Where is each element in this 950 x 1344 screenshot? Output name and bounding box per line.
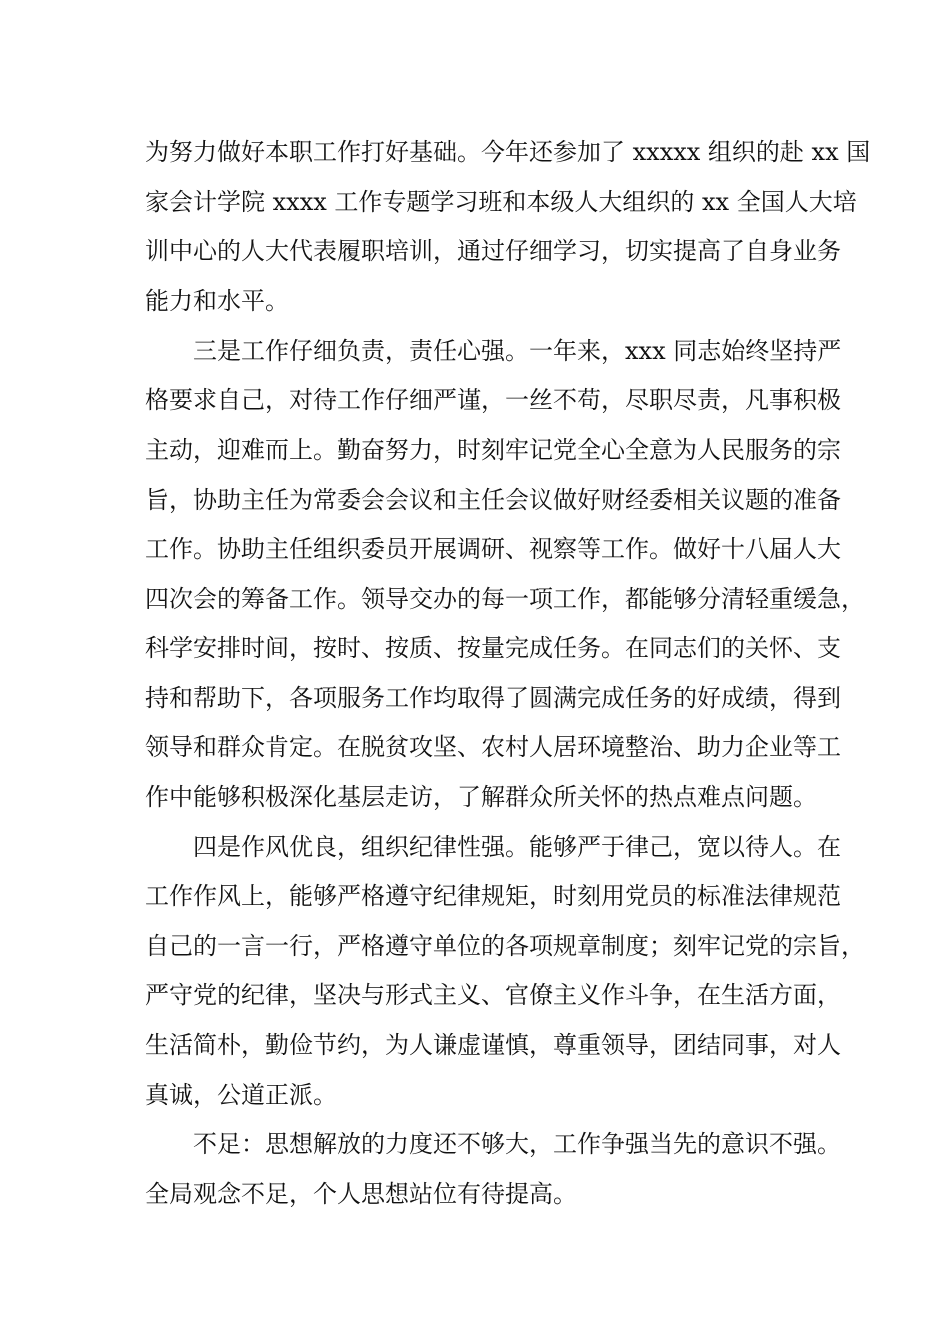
text-line: 旨，协助主任为常委会会议和主任会议做好财经委相关议题的准备: [145, 486, 841, 514]
text-line: 训中心的人大代表履职培训，通过仔细学习，切实提高了自身业务: [145, 237, 841, 265]
paragraph-heading-line: 三是工作仔细负责，责任心强。一年来，xxx 同志始终坚持严: [193, 337, 842, 365]
text-line: 持和帮助下，各项服务工作均取得了圆满完成任务的好成绩，得到: [145, 684, 841, 712]
text-line: 自己的一言一行，严格遵守单位的各项规章制度；刻牢记党的宗旨，: [145, 932, 865, 960]
shortcomings-line: 不足：思想解放的力度还不够大，工作争强当先的意识不强。: [193, 1130, 841, 1158]
text-line: 家会计学院 xxxx 工作专题学习班和本级人大组织的 xx 全国人大培: [145, 188, 857, 216]
text-line: 为努力做好本职工作打好基础。今年还参加了 xxxxx 组织的赴 xx 国: [145, 138, 871, 166]
text-line: 主动，迎难而上。勤奋努力，时刻牢记党全心全意为人民服务的宗: [145, 436, 841, 464]
text-line: 生活简朴，勤俭节约，为人谦虚谨慎，尊重领导，团结同事，对人: [145, 1031, 841, 1059]
text-line: 严守党的纪律，坚决与形式主义、官僚主义作斗争，在生活方面，: [145, 981, 841, 1009]
text-line: 能力和水平。: [145, 287, 289, 315]
text-line: 工作作风上，能够严格遵守纪律规矩，时刻用党员的标准法律规范: [145, 882, 841, 910]
text-line: 四次会的筹备工作。领导交办的每一项工作，都能够分清轻重缓急，: [145, 585, 865, 613]
text-line: 全局观念不足，个人思想站位有待提高。: [145, 1180, 577, 1208]
paragraph-heading-line: 四是作风优良，组织纪律性强。能够严于律己，宽以待人。在: [193, 833, 841, 861]
text-line: 领导和群众肯定。在脱贫攻坚、农村人居环境整治、助力企业等工: [145, 733, 841, 761]
text-line: 作中能够积极深化基层走访，了解群众所关怀的热点难点问题。: [145, 783, 817, 811]
text-line: 真诚，公道正派。: [145, 1081, 337, 1109]
text-line: 科学安排时间，按时、按质、按量完成任务。在同志们的关怀、支: [145, 634, 841, 662]
text-line: 工作。协助主任组织委员开展调研、视察等工作。做好十八届人大: [145, 535, 841, 563]
text-line: 格要求自己，对待工作仔细严谨，一丝不苟，尽职尽责，凡事积极: [145, 386, 841, 414]
